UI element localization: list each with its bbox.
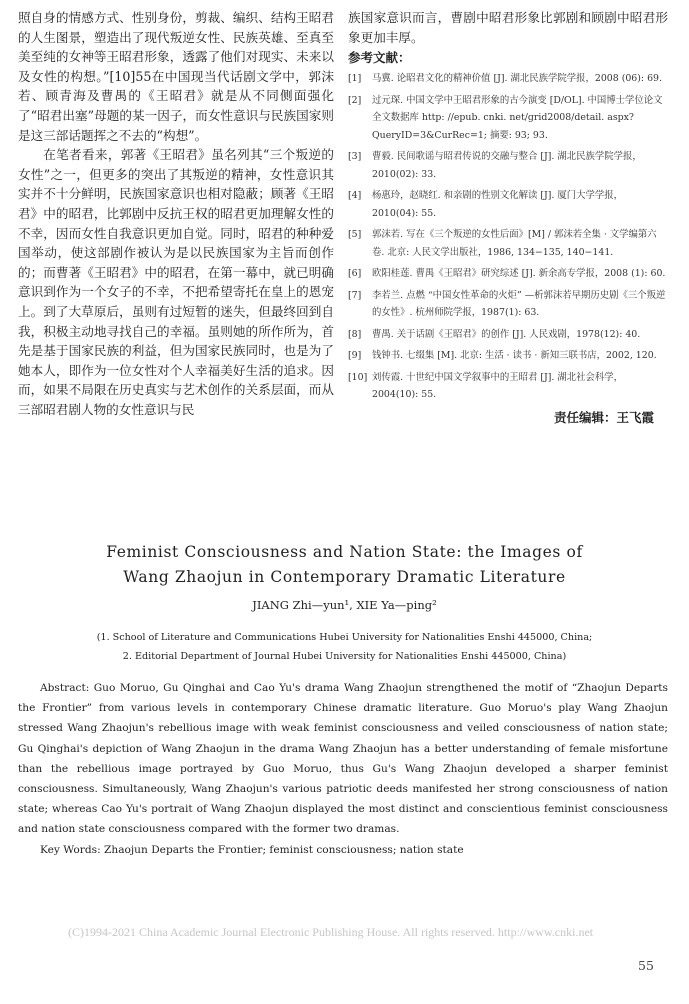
body-paragraph-continuation: 族国家意识而言，曹剧中昭君形象比郭剧和顾剧中昭君形象更加丰厚。 — [348, 10, 668, 45]
reference-number: [10] — [348, 371, 368, 383]
english-title — [0, 540, 689, 590]
reference-item — [348, 226, 668, 261]
references-list — [348, 70, 668, 404]
english-title-line: Feminist Consciousness and Nation State: the Images of — [106, 543, 583, 561]
reference-number: [4] — [348, 190, 362, 202]
left-column — [18, 8, 334, 419]
reference-item — [348, 265, 668, 283]
reference-item — [348, 326, 668, 344]
reference-number: [2] — [348, 94, 362, 106]
responsible-editor: 责任编辑：王飞霞 — [553, 409, 654, 425]
reference-text: 郭沫若. 写在《三个叛逆的女性后面》[M] / 郭沫若全集 · 文学编第六卷. 北京: 人民文学出版社，1986, 134−135, 140−141. — [372, 229, 657, 258]
reference-text: 曹禺. 关于话剧《王昭君》的创作 [J]. 人民戏剧，1978(12): 40. — [372, 328, 641, 340]
reference-text: 马冀. 论昭君文化的精神价值 [J]. 湖北民族学院学报，2008 (06): 69. — [372, 73, 662, 85]
affiliation: (1. School of Literature and Communications Hubei University for Nationalities Enshi 445000, China; — [96, 632, 593, 643]
keywords: Key Words: Zhaojun Departs the Frontier; feminist consciousness; nation state — [40, 843, 464, 856]
reference-text: 钱钟书. 七缀集 [M]. 北京: 生活 · 读书 · 新知三联书店，2002, 120. — [372, 350, 657, 362]
references-heading: 参考文献： — [348, 50, 411, 66]
reference-item — [348, 347, 668, 365]
reference-number: [3] — [348, 151, 362, 163]
abstract: Abstract: Guo Moruo, Gu Qinghai and Cao Yu's drama Wang Zhaojun strengthened the motif of “Zhaojun Departs the Frontier” from various levels in contemporary Chinese dramatic literature. Guo Moruo's play Wang Zhaojun stressed Wang Zhaojun's rebellious image with weak feminist consciousness and veiled consciousness of nation state; Gu Qinghai's depiction of Wang Zhaojun in the drama Wang Zhaojun has a better understanding of female misfortune than the rebellious image portrayed by Guo Moruo, thus Gu's Wang Zhaojun developed a sharper feminist consciousness. Simultaneously, Wang Zhaojun's various patriotic deeds manifested her strong consciousness of nation state; whereas Cao Yu's portrait of Wang Zhaojun displayed the most distinct and conscientious feminist consciousness and nation state consciousness compared with the former two dramas. — [18, 682, 668, 836]
authors: JIANG Zhi—yun¹, XIE Ya—ping² — [252, 598, 437, 612]
reference-text: 欧阳桂莲. 曹禺《王昭君》研究综述 [J]. 新余高专学报，2008 (1): 60. — [372, 268, 666, 280]
english-title-line: Wang Zhaojun in Contemporary Dramatic Literature — [123, 568, 566, 586]
reference-item — [348, 187, 668, 222]
body-paragraph: 在笔者看来，郭著《王昭君》虽名列其“三个叛逆的女性”之一，但更多的突出了其叛逆的精神，女性意识其实并不十分鲜明，民族国家意识也相对隐蔽；顾著《王昭君》中的昭君，比郭剧中反抗王权的昭君更加理解女性的不幸，因而女性自我意识更加自觉。同时，昭君的种种爱国举动，使这部剧作被认为是以民族国家为主旨而创作的；而曹著《王昭君》中的昭君，在第一幕中，就已明确意识到作为一个女子的不幸，不把希望寄托在皇上的恩宠上。到了大草原后，虽则有过短暂的迷失，但最终回到自我，积极主动地寻找自己的幸福。虽则她的所作所为，首先是基于国家民族的利益，但为国家民族同时，也是为了她本人，即作为一位女性对个人幸福美好生活的追求。因而，如果不局限在历史真实与艺术创作的关系层面，而从三部昭君剧人物的女性意识与民 — [18, 147, 334, 417]
reference-number: [1] — [348, 73, 362, 85]
reference-item — [348, 369, 668, 404]
reference-item — [348, 287, 668, 322]
body-paragraph: 照自身的情感方式、性别身份，剪裁、编织、结构王昭君的人生图景，塑造出了现代叛逆女性、民族英雄、至真至美至纯的女神等王昭君形象，透露了他们对现实、未来以及女性的构想。”[10]55在中国现当代话剧文学中，郭沫若、顾青海及曹禺的《王昭君》就是从不同侧面强化了“昭君出塞”母题的某一因子，而女性意识与民族国家则是这三部话题挥之不去的“构想”。 — [18, 10, 334, 143]
reference-number: [8] — [348, 328, 362, 340]
reference-text: 曹毅. 民间歌谣与昭君传说的交融与整合 [J]. 湖北民族学院学报，2010(02): 33. — [372, 151, 642, 180]
reference-number: [5] — [348, 229, 362, 241]
reference-number: [9] — [348, 350, 362, 362]
reference-number: [6] — [348, 268, 362, 280]
reference-text: 杨惠玲，赵晓红. 和亲剧的性别文化解读 [J]. 厦门大学学报，2010(04): 55. — [372, 190, 623, 219]
reference-item — [348, 92, 668, 145]
affiliations — [0, 628, 689, 666]
reference-text: 李若兰. 点燃 “中国女性革命的火炬” —析郭沫若早期历史剧《三个叛逆的女性》. 杭州师院学报，1987(1): 63. — [372, 289, 666, 319]
copyright-watermark: (C)1994-2021 China Academic Journal Electronic Publishing House. All rights reserved. http://www.cnki.net — [68, 925, 594, 939]
reference-text: 过元琛. 中国文学中王昭君形象的古今演变 [D/OL]. 中国博士学位论文全文数据库 http: //epub. cnki. net/grid2008/detail. aspx? QueryID=3&CurRec=1; 摘要: 93; 93. — [372, 94, 663, 141]
page-number: 55 — [638, 958, 654, 973]
right-column — [348, 8, 668, 427]
reference-number: [7] — [348, 289, 362, 301]
affiliation: 2. Editorial Department of Journal Hubei University for Nationalities Enshi 445000, China) — [122, 651, 567, 662]
english-abstract-block — [18, 678, 668, 860]
reference-text: 刘传霞. 十世纪中国文学叙事中的王昭君 [J]. 湖北社会科学，2004(10): 55. — [372, 371, 623, 401]
reference-item — [348, 148, 668, 183]
reference-item — [348, 70, 668, 88]
